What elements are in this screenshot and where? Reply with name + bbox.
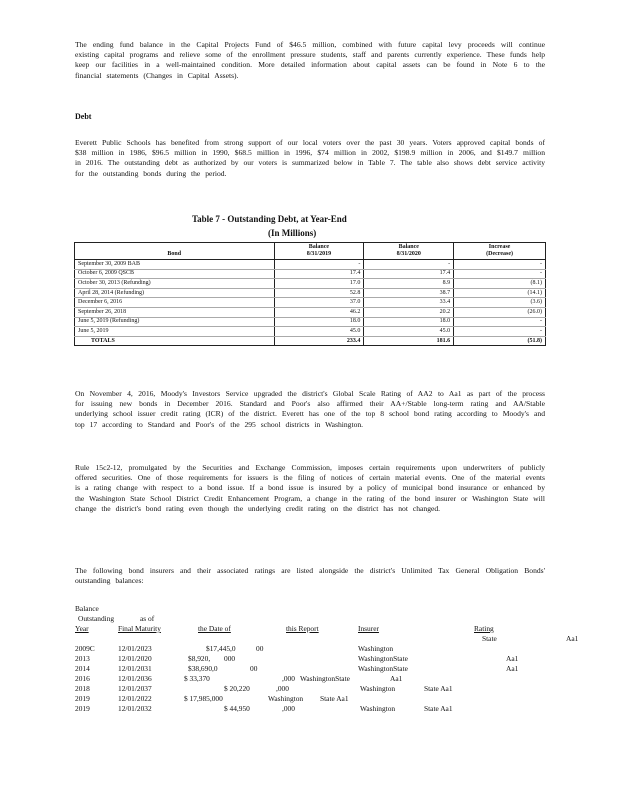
row-amount: $38,690,0 — [188, 664, 218, 673]
row-rating: State Aa1 — [424, 704, 453, 713]
balance-2019-cell: 17.0 — [274, 279, 364, 289]
total-change-cell: (51.8) — [454, 336, 546, 346]
row-maturity: 12/01/2037 — [118, 684, 152, 693]
row-amount-tail: 00 — [250, 664, 258, 673]
row-amount-tail: ,000 — [276, 684, 289, 693]
balance-2019-cell: 45.0 — [274, 327, 364, 337]
row-rating: Aa1 — [506, 654, 519, 663]
balance-2020-cell: 8.9 — [364, 279, 454, 289]
col-header-bond: Bond — [75, 243, 275, 260]
col-header-balance-2019: Balance 8/31/2019 — [274, 243, 364, 260]
row-maturity: 12/01/2031 — [118, 664, 152, 673]
change-cell: - — [454, 260, 546, 270]
row-year: 2019 — [75, 704, 90, 713]
row-maturity: 12/01/2023 — [118, 644, 152, 653]
row-amount-tail: 000 — [224, 654, 236, 663]
row-rating: State Aa1 — [424, 684, 453, 693]
bond-name-cell: June 5, 2019 (Refunding) — [75, 317, 275, 327]
row0-rating-aa1: Aa1 — [566, 634, 579, 643]
row-amount: $ 17,985,000 — [184, 694, 223, 703]
table-row — [75, 327, 546, 337]
row-amount-tail: ,000 — [282, 704, 295, 713]
balance-2019-cell: 37.0 — [274, 298, 364, 308]
row-amount: $ 44,950 — [224, 704, 250, 713]
header-insurer: Insurer — [358, 624, 379, 633]
balance-2020-cell: 20.2 — [364, 307, 454, 317]
capital-projects-paragraph: The ending fund balance in the Capital Projects Fund of $46.5 million, combined with future capital levy proceeds will continue existing capital programs and relieve some of the enrollment pressure students, staff and parents currently experience. These funds help keep our facilities in a well-maintained condition. More detailed information about capital assets can be found in Note 6 to the financial statements (Changes in Capital Assets). — [75, 40, 545, 80]
bond-name-cell: September 30, 2009 BAB — [75, 260, 275, 270]
row-amount: $17,445,0 — [206, 644, 236, 653]
col-header-balance-2020: Balance 8/31/2020 — [364, 243, 454, 260]
header-as-of: as of — [140, 614, 155, 623]
header-year: Year — [75, 624, 89, 633]
bond-name-cell: December 6, 2016 — [75, 298, 275, 308]
debt-paragraph: Everett Public Schools has benefited from strong support of our local voters over the past 30 years. Voters approved capital bonds of $38 million in 1986, $96.5 million in 1990, $68.5 million in 1996, $74 million in 2002, $198.9 million in 2006, and $149.7 million in 2016. The outstanding debt as authorized by our voters is summarized below in Table 7. The table also shows debt service activity for the outstanding bonds during the period. — [75, 138, 545, 178]
table-row — [75, 269, 546, 279]
table-row — [75, 279, 546, 289]
balance-2019-cell: 18.0 — [274, 317, 364, 327]
row-rating: Aa1 — [506, 664, 519, 673]
change-cell: (8.1) — [454, 279, 546, 289]
row-insurer: WashingtonState — [358, 654, 408, 663]
change-cell: - — [454, 269, 546, 279]
row-maturity: 12/01/2036 — [118, 674, 152, 683]
row-insurer: Washington — [268, 694, 304, 703]
balance-2020-cell: 18.0 — [364, 317, 454, 327]
row-rating: State Aa1 — [320, 694, 349, 703]
header-rating: Rating — [474, 624, 494, 633]
row-amount: $ 20,220 — [224, 684, 250, 693]
table-row — [75, 260, 546, 270]
balance-2019-cell: 17.4 — [274, 269, 364, 279]
debt-heading: Debt — [75, 112, 92, 121]
table-subtitle: (In Millions) — [268, 228, 317, 238]
row-insurer: WashingtonState — [358, 664, 408, 673]
bond-name-cell: June 5, 2019 — [75, 327, 275, 337]
row-year: 2013 — [75, 654, 90, 663]
balance-2019-cell: 52.8 — [274, 288, 364, 298]
row-year: 2016 — [75, 674, 90, 683]
balance-2019-cell: 46.2 — [274, 307, 364, 317]
table-row — [75, 298, 546, 308]
bond-name-cell: October 30, 2013 (Refunding) — [75, 279, 275, 289]
header-balance: Balance — [75, 604, 99, 613]
bond-name-cell: October 6, 2009 QSCB — [75, 269, 275, 279]
row0-rating-state: State — [482, 634, 497, 643]
change-cell: (26.0) — [454, 307, 546, 317]
header-outstanding: Outstanding — [78, 614, 115, 623]
balance-2020-cell: 17.4 — [364, 269, 454, 279]
row-year: 2014 — [75, 664, 90, 673]
total-2019-cell: 233.4 — [274, 336, 364, 346]
row-amount: $ 33,370 — [184, 674, 210, 683]
row-amount-tail: ,000 — [282, 674, 295, 683]
row-insurer: Washington — [360, 704, 396, 713]
bond-insurers-intro-paragraph: The following bond insurers and their associated ratings are listed alongside the district's Unlimited Tax General Obligation Bonds' outstanding balances: — [75, 566, 545, 586]
change-cell: (3.6) — [454, 298, 546, 308]
rule-15c2-12-paragraph: Rule 15c2-12, promulgated by the Securities and Exchange Commission, imposes certain requirements upon underwriters of publicly offered securities. One of those requirements for issuers is the filing of notices of certain material events. One of the material events is a rating change with respect to a bond issue. If a bond issue is insured by a policy of municipal bond insurance or enhanced by the Washington State School District Credit Enhancement Program, a change in the rating of the bond insurer or Washington State will change the district's bond rating even though the underlying credit rating on the district has not changed. — [75, 463, 545, 513]
balance-2020-cell: - — [364, 260, 454, 270]
row-year: 2018 — [75, 684, 90, 693]
row-insurer: Washington — [360, 684, 396, 693]
change-cell: - — [454, 327, 546, 337]
table-row — [75, 288, 546, 298]
bond-name-cell: April 28, 2014 (Refunding) — [75, 288, 275, 298]
col-header-change: Increase (Decrease) — [454, 243, 546, 260]
bond-name-cell: September 26, 2018 — [75, 307, 275, 317]
change-cell: - — [454, 317, 546, 327]
moodys-rating-paragraph: On November 4, 2016, Moody's Investors Service upgraded the district's Global Scale Rating of AA2 to Aa1 as part of the process for issuing new bonds in December 2016. Standard and Poor's also affirmed their AA+/Stable long-term rating and AA/Stable underlying school issuer credit rating (ICR) of the district. Everett has one of the top 8 school bond rating according to Moody's and top 17 according to Standard and Poor's of the 295 school districts in Washington. — [75, 389, 545, 429]
row-maturity: 12/01/2032 — [118, 704, 152, 713]
table-title: Table 7 - Outstanding Debt, at Year-End — [192, 214, 347, 224]
row-maturity: 12/01/2020 — [118, 654, 152, 663]
totals-label: TOTALS — [75, 336, 275, 346]
row-insurer: WashingtonState — [300, 674, 350, 683]
row-year: 2009C — [75, 644, 95, 653]
totals-row — [75, 336, 546, 346]
table-row — [75, 307, 546, 317]
outstanding-debt-table — [74, 242, 546, 346]
balance-2020-cell: 33.4 — [364, 298, 454, 308]
row-maturity: 12/01/2022 — [118, 694, 152, 703]
row-insurer: Washington — [358, 644, 394, 653]
balance-2020-cell: 45.0 — [364, 327, 454, 337]
table-header-row — [75, 243, 546, 260]
row-amount-tail: 00 — [256, 644, 264, 653]
total-2020-cell: 181.6 — [364, 336, 454, 346]
header-this-report: this Report — [286, 624, 319, 633]
header-final-maturity: Final Maturity — [118, 624, 161, 633]
row-rating: Aa1 — [390, 674, 403, 683]
balance-2020-cell: 38.7 — [364, 288, 454, 298]
balance-2019-cell: - — [274, 260, 364, 270]
row-year: 2019 — [75, 694, 90, 703]
table-row — [75, 317, 546, 327]
change-cell: (14.1) — [454, 288, 546, 298]
row-amount: $8,920, — [188, 654, 211, 663]
header-date-of: the Date of — [198, 624, 231, 633]
